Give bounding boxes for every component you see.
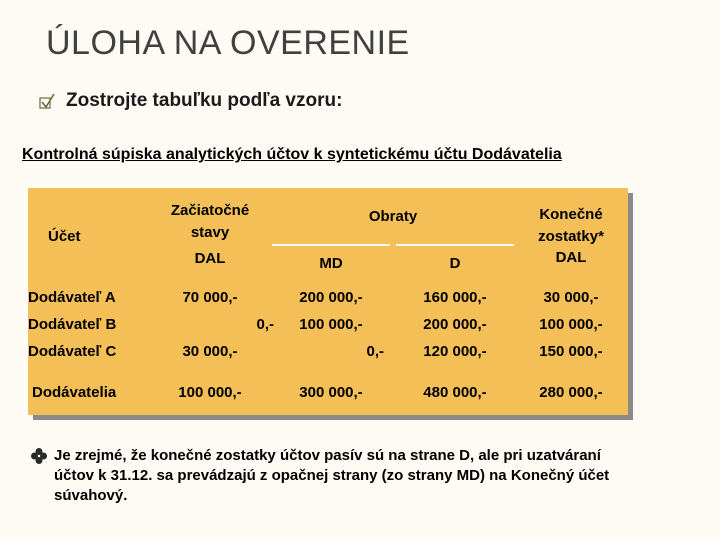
ledger-table — [28, 188, 628, 415]
total-closing: 280 000,- — [539, 384, 603, 401]
note — [30, 446, 614, 506]
slide-title: ÚLOHA NA OVERENIE — [46, 24, 410, 62]
total-account: Dodávatelia — [32, 384, 117, 401]
row-b-d: 200 000,- — [423, 316, 487, 333]
header-closing-2: zostatky* — [538, 228, 604, 245]
row-a-opening: 70 000,- — [182, 289, 238, 306]
header-divider-md — [272, 244, 390, 246]
row-b-closing: 100 000,- — [539, 316, 603, 333]
row-b-opening: 0,- — [256, 316, 274, 333]
row-a-closing: 30 000,- — [543, 289, 599, 306]
header-opening-2: stavy — [190, 224, 230, 241]
header-closing-3: DAL — [555, 249, 587, 266]
header-turnover: Obraty — [368, 208, 418, 225]
row-c-account: Dodávateľ C — [28, 343, 117, 360]
total-d: 480 000,- — [423, 384, 487, 401]
header-divider-d — [396, 244, 514, 246]
table-caption: Kontrolná súpiska analytických účtov k syntetickému účtu Dodávatelia — [22, 146, 562, 163]
row-a-d: 160 000,- — [423, 289, 487, 306]
row-b-md: 100 000,- — [299, 316, 363, 333]
diamond-bullet-icon — [30, 447, 48, 465]
row-a-account: Dodávateľ A — [28, 289, 116, 306]
row-a-md: 200 000,- — [299, 289, 363, 306]
header-opening-1: Začiatočné — [170, 202, 250, 219]
total-md: 300 000,- — [299, 384, 363, 401]
total-opening: 100 000,- — [178, 384, 242, 401]
note-text: Je zrejmé, že konečné zostatky účtov pasív sú na strane D, ale pri uzatváraní účtov k 31.12. sa prevádzajú z opačnej strany (zo strany MD) na Konečný účet súvahový. — [54, 447, 610, 504]
header-md: MD — [319, 255, 343, 272]
bullet-text: Zostrojte tabuľku podľa vzoru: — [66, 90, 343, 111]
check-bullet-icon — [38, 92, 56, 110]
row-c-d: 120 000,- — [423, 343, 487, 360]
row-b-account: Dodávateľ B — [28, 316, 117, 333]
row-c-closing: 150 000,- — [539, 343, 603, 360]
row-c-opening: 30 000,- — [182, 343, 238, 360]
bullet-item — [38, 90, 342, 112]
header-closing-1: Konečné — [539, 206, 603, 223]
header-opening-3: DAL — [194, 250, 226, 267]
header-d: D — [449, 255, 461, 272]
header-account: Účet — [48, 228, 81, 245]
row-c-md: 0,- — [366, 343, 384, 360]
